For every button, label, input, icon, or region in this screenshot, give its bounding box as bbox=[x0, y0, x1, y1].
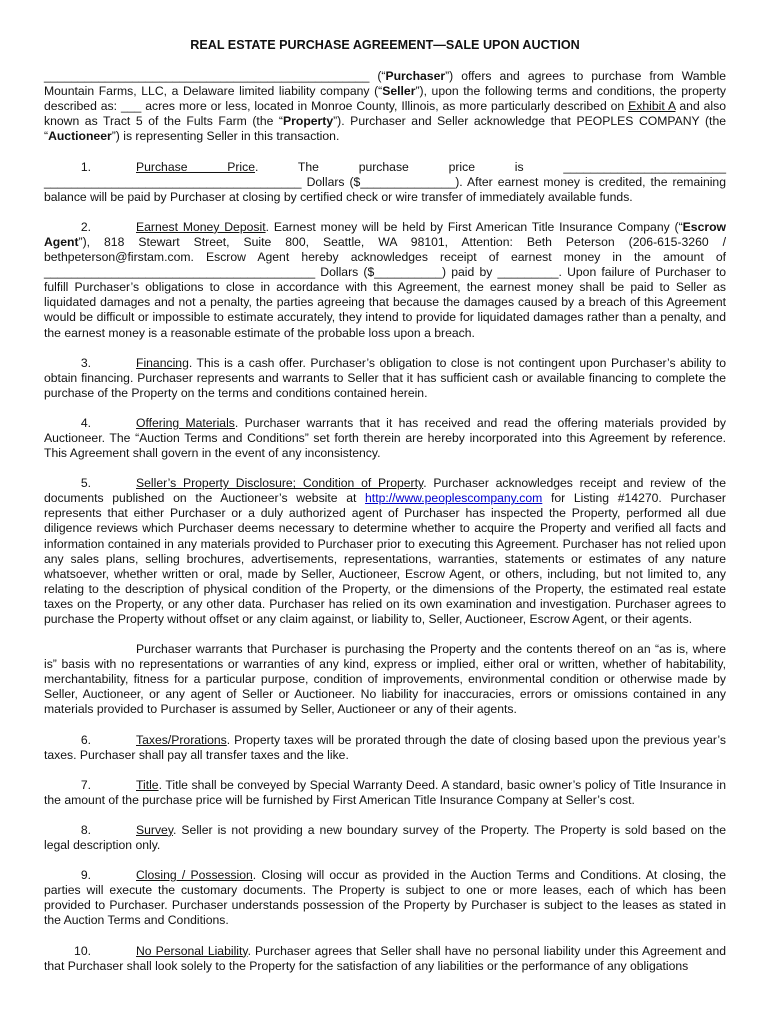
section-heading: Closing / Possession bbox=[136, 868, 253, 883]
section-body: Purchaser warrants that Purchaser is purchasing the Property and the contents thereof on an “as is, where is” basis with no representations or warranties of any kind, express or implied, either oral or written, whether of habitability, merchantability, fitness for a particular purpose, condition of improvements, environmental condition or otherwise made by Seller, Auctioneer, or any agent of Seller or Auctioneer. No liability for inaccuracies, errors or omissions contained in any materials provided to Purchaser is assumed by Seller, Auctioneer or any of their agents. bbox=[44, 642, 726, 717]
section-5-continued bbox=[44, 642, 726, 717]
document-title: REAL ESTATE PURCHASE AGREEMENT—SALE UPON AUCTION bbox=[190, 38, 580, 52]
section-number: 10. bbox=[74, 943, 91, 958]
section-number: 2. bbox=[80, 219, 91, 234]
section-10 bbox=[44, 944, 726, 974]
intro-paragraph: ________________________________________________ (“Purchaser”) offers and agrees to purchase from Wamble Mountain Farms, LLC, a Delaware limited liability company (“Seller”), upon the following terms and conditions, the property described as: ___ acres more or less, located in Monroe County, Illinois, as more particularly described on Exhibit A and also known as Tract 5 of the Fults Farm (the “Property”). Purchaser and Seller acknowledge that PEOPLES COMPANY (the “Auctioneer”) is representing Seller in this transaction. bbox=[44, 69, 727, 144]
section-body: for Listing #14270. Purchaser represents that either Purchaser or a duly authorized agent of Purchaser has inspected the Property, performed all due diligence reviews which Purchaser deems necessary to determine whether to acquire the Property and verified all facts and information contained in any materials provided to Purchaser prior to executing this Agreement. Purchaser has not relied upon any sales plans, selling brochures, advertisements, representations, warranties, statements or estimates of any nature whatsoever, whether written or oral, made by Seller, Auctioneer, Escrow Agent, or others, including, but not limited to, any relating to the description of physical condition of the Property, or the dimensions of the Property, the estimated real estate taxes on the Property, or any other data. Purchaser has relied on its own examination and investigation. Purchaser agrees to purchase the Property without offset or any claim against, or liability to, Seller, Auctioneer, Escrow Agent, or their agents. bbox=[44, 491, 726, 626]
section-number: 6. bbox=[80, 732, 91, 747]
section-number: 8. bbox=[80, 822, 91, 837]
section-body: . Seller is not providing a new boundary survey of the Property. The Property is sold based on the legal description only. bbox=[44, 822, 726, 853]
section-body: ”), 818 Stewart Street, Suite 800, Seattle, WA 98101, Attention: Beth Peterson (206-615-3260 / bethpeterson@firstam.com. Escrow Agent hereby acknowledges receipt of earnest money in the amount of ________________________________________ Dollars ($__________) paid by _________. Upon failure of Purchaser to fulfill Purchaser’s obligations to close in accordance with this Agreement, the earnest money shall be paid to Seller as liquidated damages and not a penalty, the parties agreeing that because the damages caused by a breach of this Agreement would be difficult or impossible to estimate accurately, they intend to provide for liquidated damages rather than a penalty, and the earnest money is a reasonable estimate of the probable loss upon a breach. bbox=[44, 234, 726, 340]
section-5: 5. Seller’s Property Disclosure; Condition of Property. Purchaser acknowledges receipt and review of the documents published on the Auctioneer’s website at http://www.peoplescompany.com for Listing #14270. Purchaser represents that either Purchaser or a duly authorized agent of Purchaser has inspected the Property, performed all due diligence reviews which Purchaser deems necessary to determine whether to acquire the Property and verified all facts and information contained in any materials provided to Purchaser prior to executing this Agreement. Purchaser has not relied upon any sales plans, selling brochures, advertisements, representations, warranties, statements or estimates of any nature whatsoever, whether written or oral, made by Seller, Auctioneer, Escrow Agent, or others, including, but not limited to, any relating to the description of physical condition of the Property, or the dimensions of the Property, the estimated real estate taxes on the Property, or any other data. Purchaser has relied on its own examination and investigation. Purchaser agrees to purchase the Property without offset or any claim against, or liability to, Seller, Auctioneer, Escrow Agent, or their agents. bbox=[44, 476, 726, 626]
section-number: 3. bbox=[80, 355, 91, 370]
section-1 bbox=[44, 160, 726, 205]
purchaser-name-blank: ________________________________________________ bbox=[44, 69, 370, 84]
section-body: . Closing will occur as provided in the Auction Terms and Conditions. At closing, the parties will execute the customary documents. The Property is subject to one or more leases, each of which has been provided to Purchaser. Purchaser understands possession of the Property by Purchaser is subject to the leases as stated in the Auction Terms and Conditions. bbox=[44, 868, 726, 928]
section-body: . Title shall be conveyed by Special Warranty Deed. A standard, basic owner’s policy of Title Insurance in the amount of the purchase price will be furnished by First American Title Insurance Company at Seller’s cost. bbox=[44, 777, 726, 807]
section-heading: Title bbox=[136, 777, 159, 792]
section-number: 9. bbox=[80, 868, 91, 883]
section-number: 5. bbox=[80, 476, 91, 491]
section-heading: Purchase Price bbox=[136, 159, 256, 174]
section-heading: Seller’s Property Disclosure; Condition of Property bbox=[136, 476, 424, 491]
agreement-page bbox=[44, 38, 726, 989]
property-term: Property bbox=[283, 114, 334, 129]
section-heading: No Personal Liability bbox=[136, 943, 248, 958]
section-8 bbox=[44, 823, 726, 853]
section-number: 7. bbox=[80, 777, 91, 792]
section-9 bbox=[44, 868, 726, 928]
section-2: 2. Earnest Money Deposit. Earnest money will be held by First American Title Insurance Company (“Escrow Agent”), 818 Stewart Street, Suite 800, Seattle, WA 98101, Attention: Beth Peterson (206-615-3260 / bethpeterson@firstam.com. Escrow Agent hereby acknowledges receipt of earnest money in the amount of ________________________________________ Dollars ($__________) paid by _________. Upon failure of Purchaser to fulfill Purchaser’s obligations to close in accordance with this Agreement, the earnest money shall be paid to Seller as liquidated damages and not a penalty, the parties agreeing that because the damages caused by a breach of this Agreement would be difficult or impossible to estimate accurately, they intend to provide for liquidated damages rather than a penalty, and the earnest money is a reasonable estimate of the probable loss upon a breach. bbox=[44, 219, 727, 340]
section-heading: Survey bbox=[136, 822, 174, 837]
section-body: . The purchase price is ________________________ ______________________________________ Dollars ($______________). After earnest money is credited, the remaining balance will be paid by Purchaser at closing by certified check or wire transfer of immediately available funds. bbox=[44, 159, 726, 204]
seller-term: Seller bbox=[382, 84, 416, 99]
section-heading: Offering Materials bbox=[136, 415, 235, 430]
section-3 bbox=[44, 356, 726, 401]
section-heading: Financing bbox=[136, 355, 189, 370]
section-number: 1. bbox=[80, 159, 91, 174]
section-body: . This is a cash offer. Purchaser’s obligation to close is not contingent upon Purchaser’s ability to obtain financing. Purchaser represents and warrants to Seller that it has sufficient cash or available financing to complete the purchase of the Property on the terms and conditions contained herein. bbox=[44, 355, 726, 400]
section-6 bbox=[44, 733, 726, 763]
section-4 bbox=[44, 416, 726, 461]
section-number: 4. bbox=[80, 415, 91, 430]
purchaser-term: Purchaser bbox=[385, 69, 446, 84]
auctioneer-term: Auctioneer bbox=[48, 129, 112, 144]
section-body: . Purchaser warrants that it has received and read the offering materials provided by Auctioneer. The “Auction Terms and Conditions” set forth therein are hereby incorporated into this Agreement by reference. This Agreement shall govern in the event of any inconsistency. bbox=[44, 415, 726, 461]
section-heading: Earnest Money Deposit bbox=[136, 219, 266, 234]
exhibit-a-ref: Exhibit A bbox=[628, 99, 676, 114]
section-body: . Property taxes will be prorated through the date of closing based upon the previous year’s taxes. Purchaser shall pay all transfer taxes and the like. bbox=[44, 732, 726, 762]
peoples-company-link[interactable]: http://www.peoplescompany.com bbox=[365, 491, 543, 506]
escrow-agent-term: Escrow Agent bbox=[44, 219, 727, 249]
section-7 bbox=[44, 778, 726, 808]
section-body: . Purchaser agrees that Seller shall have no personal liability under this Agreement and that Purchaser shall look solely to the Property for the satisfaction of any liabilities or the performance of any obligations bbox=[44, 943, 726, 973]
section-heading: Taxes/Prorations bbox=[136, 732, 227, 747]
